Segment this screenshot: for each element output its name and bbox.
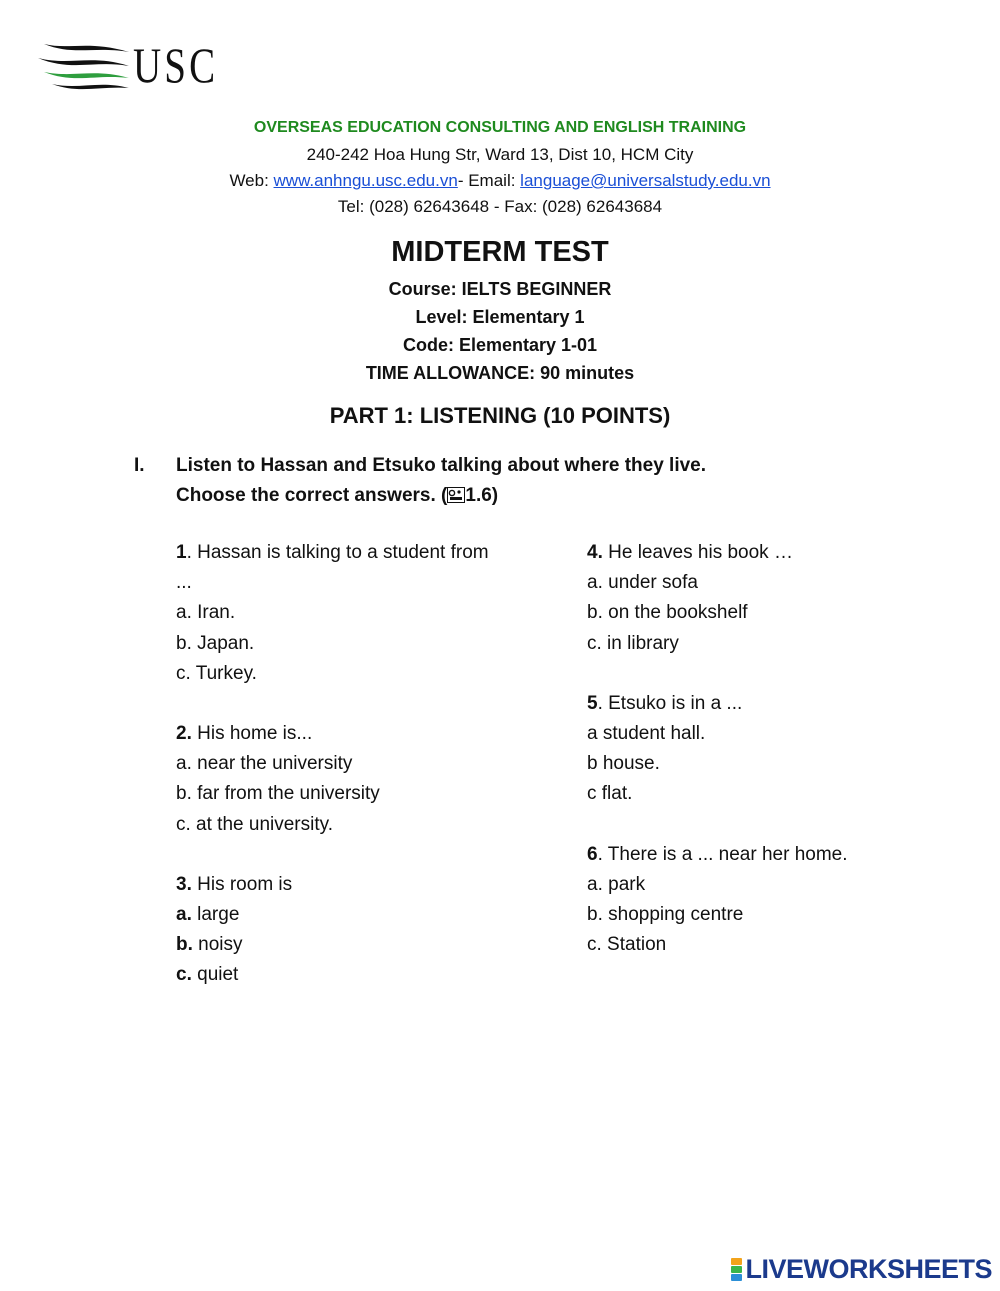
answer-option[interactable] (587, 930, 917, 960)
liveworksheets-watermark (731, 1255, 992, 1283)
option-label: b. (176, 934, 193, 956)
contact-line (0, 171, 1000, 191)
option-text: b. Japan. (176, 632, 255, 654)
question-number: 2. (176, 723, 192, 745)
question-stem (587, 538, 917, 568)
answer-option[interactable] (587, 629, 917, 659)
option-text: c. in library (587, 632, 679, 654)
question-text: His home is... (191, 723, 313, 745)
question (176, 719, 506, 840)
question-stem (587, 689, 917, 719)
answer-option[interactable] (176, 960, 506, 990)
question-number: 1 (176, 542, 187, 563)
answer-option[interactable] (176, 598, 506, 628)
question-number: 3. (176, 873, 192, 895)
course-line: Course: IELTS BEGINNER (388, 279, 612, 299)
liveworksheets-logo-icon (731, 1258, 742, 1281)
question (587, 689, 917, 810)
question-stem (176, 538, 506, 598)
answer-option[interactable] (587, 900, 917, 930)
question (176, 538, 506, 689)
answer-option[interactable] (587, 568, 917, 598)
org-name: OVERSEAS EDUCATION CONSULTING AND ENGLISH TRAINING (253, 119, 747, 136)
track-number: 1.6) (465, 485, 499, 506)
email-link[interactable]: language@universalstudy.edu.vn (520, 171, 771, 190)
code-line: Code: Elementary 1-01 (402, 335, 598, 355)
answer-option[interactable] (176, 749, 506, 779)
option-text: c. Turkey. (176, 662, 257, 684)
question (176, 870, 506, 991)
option-text: a. under sofa (587, 572, 698, 594)
usc-logo (34, 38, 234, 94)
questions-left-column (176, 538, 506, 1021)
email-label: - Email: (457, 171, 521, 190)
option-text: b. shopping centre (587, 904, 744, 926)
watermark-text: LIVEWORKSHEETS (745, 1253, 992, 1284)
logo-text: USC (133, 37, 219, 93)
option-text: large (191, 904, 240, 926)
instruction-text: Choose the correct answers. ( (176, 485, 448, 506)
web-label: Web: (229, 171, 274, 190)
option-text: c. at the university. (176, 813, 333, 835)
question-text: . Hassan is talking to a student from ... (176, 542, 489, 594)
address: 240-242 Hoa Hung Str, Ward 13, Dist 10, HCM City (306, 145, 694, 164)
time-allowance: TIME ALLOWANCE: 90 minutes (365, 363, 635, 383)
option-text: quiet (191, 964, 239, 986)
option-text: a. near the university (176, 753, 353, 775)
page-title: MIDTERM TEST (391, 236, 609, 268)
answer-option[interactable] (176, 900, 506, 930)
question-number: 5 (587, 692, 598, 714)
question-stem (587, 840, 917, 870)
answer-option[interactable] (176, 629, 506, 659)
answer-option[interactable] (587, 749, 917, 779)
option-label: a. (176, 904, 192, 926)
question-text: His room is (191, 873, 293, 895)
question-number: 6 (587, 843, 598, 865)
question-stem (176, 719, 506, 749)
option-text: noisy (192, 934, 243, 956)
answer-option[interactable] (587, 719, 917, 749)
question-text: . Etsuko is in a ... (597, 692, 743, 714)
option-text: c. Station (587, 934, 667, 956)
option-text: a. park (587, 873, 646, 895)
option-text: c flat. (587, 783, 633, 805)
section-number: I. (134, 455, 145, 476)
questions-right-column (587, 538, 917, 990)
option-text: a student hall. (587, 723, 706, 745)
tel-fax: Tel: (028) 62643648 - Fax: (028) 62643684 (337, 197, 663, 216)
option-label: c. (176, 964, 192, 986)
level-line: Level: Elementary 1 (415, 307, 585, 327)
option-text: b. on the bookshelf (587, 602, 748, 624)
question (587, 538, 917, 659)
audio-track-icon (447, 483, 465, 499)
answer-option[interactable] (587, 870, 917, 900)
question-text: . There is a ... near her home. (597, 843, 848, 865)
question-stem (176, 870, 506, 900)
answer-option[interactable] (176, 930, 506, 960)
answer-option[interactable] (176, 810, 506, 840)
question-text: He leaves his book … (602, 542, 793, 563)
wave-logo-icon (34, 38, 134, 94)
website-link[interactable]: www.anhngu.usc.edu.vn (273, 171, 458, 190)
answer-option[interactable] (176, 659, 506, 689)
option-text: a. Iran. (176, 602, 236, 624)
instruction-line-2 (176, 481, 856, 511)
instruction-line-1: Listen to Hassan and Etsuko talking about where they live. (176, 455, 707, 476)
answer-option[interactable] (587, 598, 917, 628)
part-heading: PART 1: LISTENING (10 POINTS) (329, 403, 671, 428)
option-text: b house. (587, 753, 660, 775)
question (587, 840, 917, 961)
answer-option[interactable] (587, 779, 917, 809)
option-text: b. far from the university (176, 783, 380, 805)
answer-option[interactable] (176, 779, 506, 809)
question-number: 4. (587, 542, 603, 563)
